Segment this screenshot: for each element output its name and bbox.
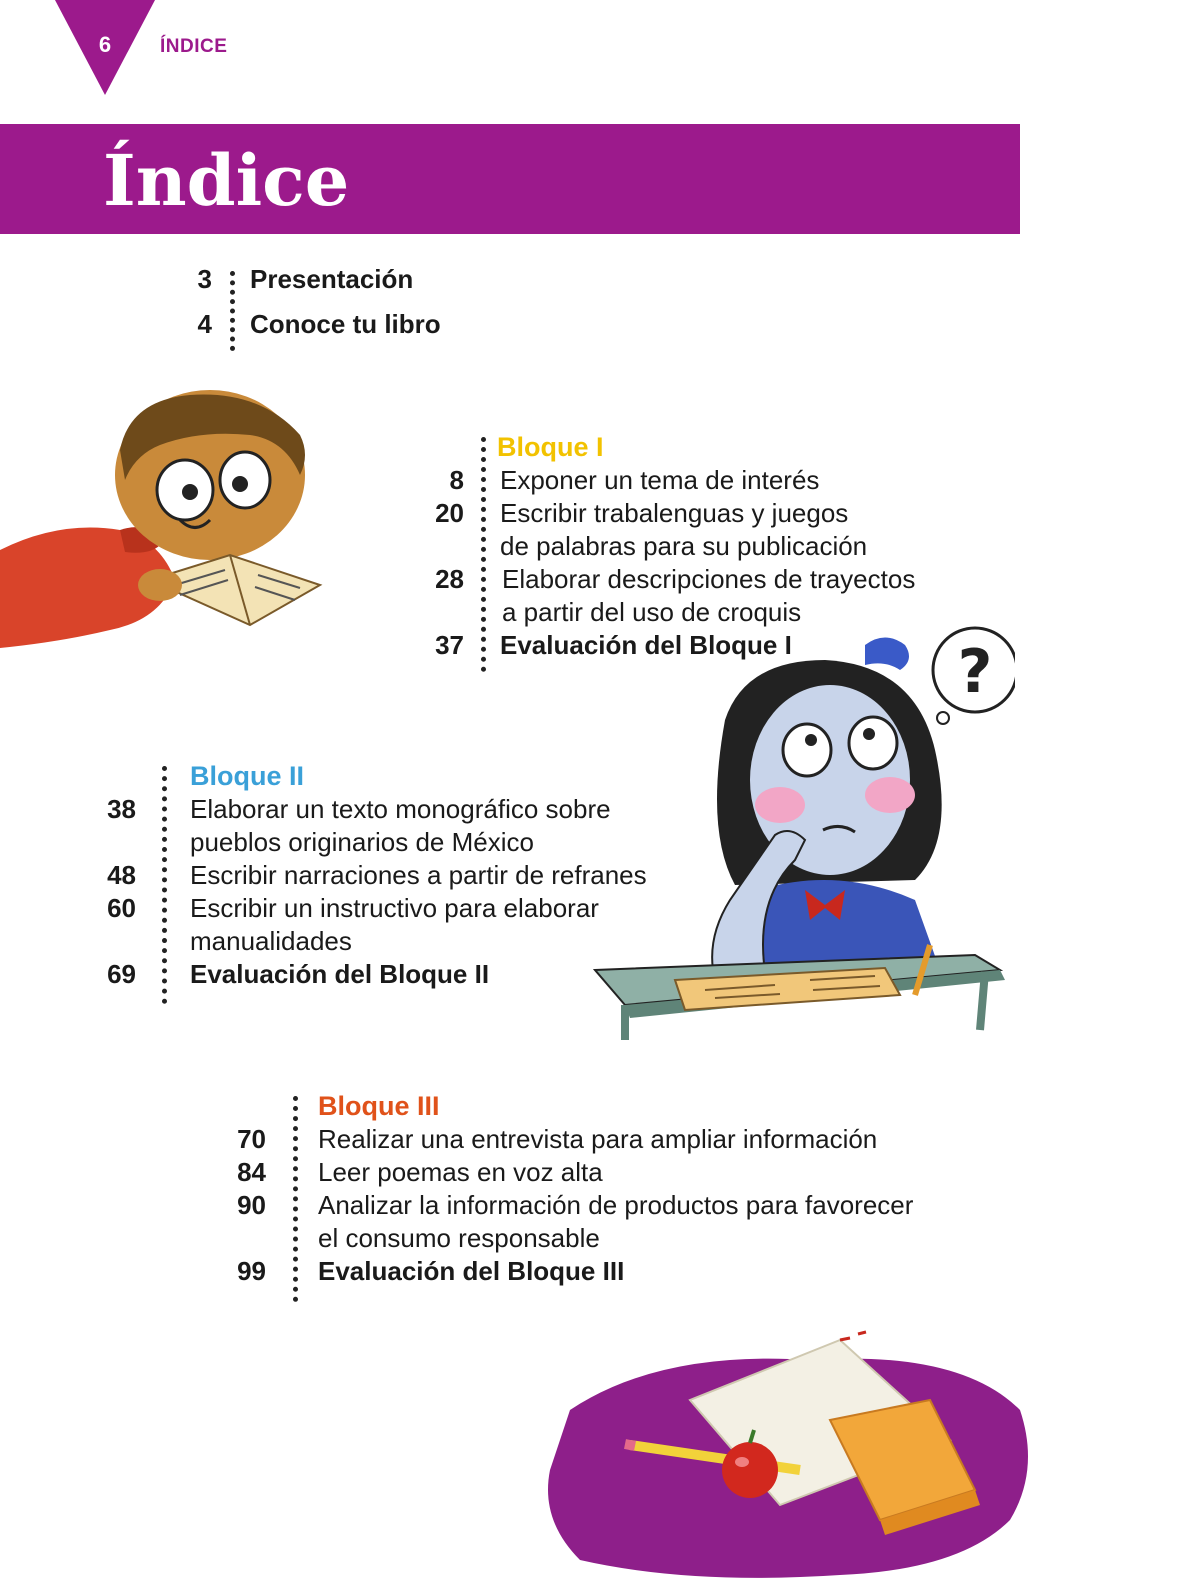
toc-bloque-3 [228, 1090, 948, 1305]
notebook-apple-pencil-illustration [540, 1320, 1040, 1588]
toc-page: 60 [107, 893, 136, 923]
toc-label: Escribir un instructivo para elaborar [190, 893, 599, 923]
toc-page: 4 [197, 309, 212, 339]
dotted-rule [481, 437, 486, 672]
toc-page: 48 [107, 860, 136, 890]
toc-page: 70 [237, 1124, 266, 1154]
toc-label: Exponer un tema de interés [500, 465, 820, 495]
toc-page: 3 [197, 264, 212, 294]
boy-reading-illustration [0, 380, 340, 660]
toc-front [150, 263, 550, 353]
girl-thinking-illustration [555, 600, 1015, 1070]
toc-label: Realizar una entrevista para ampliar información [318, 1124, 878, 1154]
toc-label: el consumo responsable [318, 1223, 600, 1253]
toc-label: Evaluación del Bloque I [500, 630, 792, 660]
toc-page: 69 [107, 959, 136, 989]
toc-label: Evaluación del Bloque II [190, 959, 490, 989]
toc-label: a partir del uso de croquis [502, 597, 802, 627]
toc-label: Conoce tu libro [250, 309, 441, 339]
bloque-2-heading: Bloque II [190, 761, 304, 791]
bloque-1-heading: Bloque I [497, 432, 604, 462]
dotted-rule [293, 1096, 298, 1302]
running-head: ÍNDICE [160, 36, 228, 57]
svg-text:?: ? [957, 637, 993, 707]
toc-label: pueblos originarios de México [190, 827, 534, 857]
toc-page: 90 [237, 1190, 266, 1220]
page-number: 6 [98, 32, 112, 57]
toc-label: Elaborar un texto monográfico sobre [190, 794, 611, 824]
toc-label: manualidades [190, 926, 352, 956]
toc-page: 8 [449, 465, 464, 495]
toc-page: 20 [435, 498, 464, 528]
toc-page: 99 [237, 1256, 266, 1286]
toc-page: 28 [435, 564, 464, 594]
toc-page: 38 [107, 794, 136, 824]
dotted-rule [230, 271, 235, 351]
toc-page: 84 [237, 1157, 266, 1187]
toc-label: Analizar la información de productos para favorecer [318, 1190, 914, 1220]
toc-page: 37 [435, 630, 464, 660]
dotted-rule [162, 766, 167, 1004]
toc-label: Escribir trabalenguas y juegos [500, 498, 849, 528]
toc-label: Escribir narraciones a partir de refranes [190, 860, 647, 890]
toc-label: de palabras para su publicación [500, 531, 868, 561]
toc-label: Presentación [250, 264, 414, 294]
toc-label: Elaborar descripciones de trayectos [502, 564, 916, 594]
toc-label: Leer poemas en voz alta [318, 1157, 603, 1187]
page-title: Índice [103, 139, 350, 222]
toc-label: Evaluación del Bloque III [318, 1256, 625, 1286]
bloque-3-heading: Bloque III [318, 1091, 440, 1121]
